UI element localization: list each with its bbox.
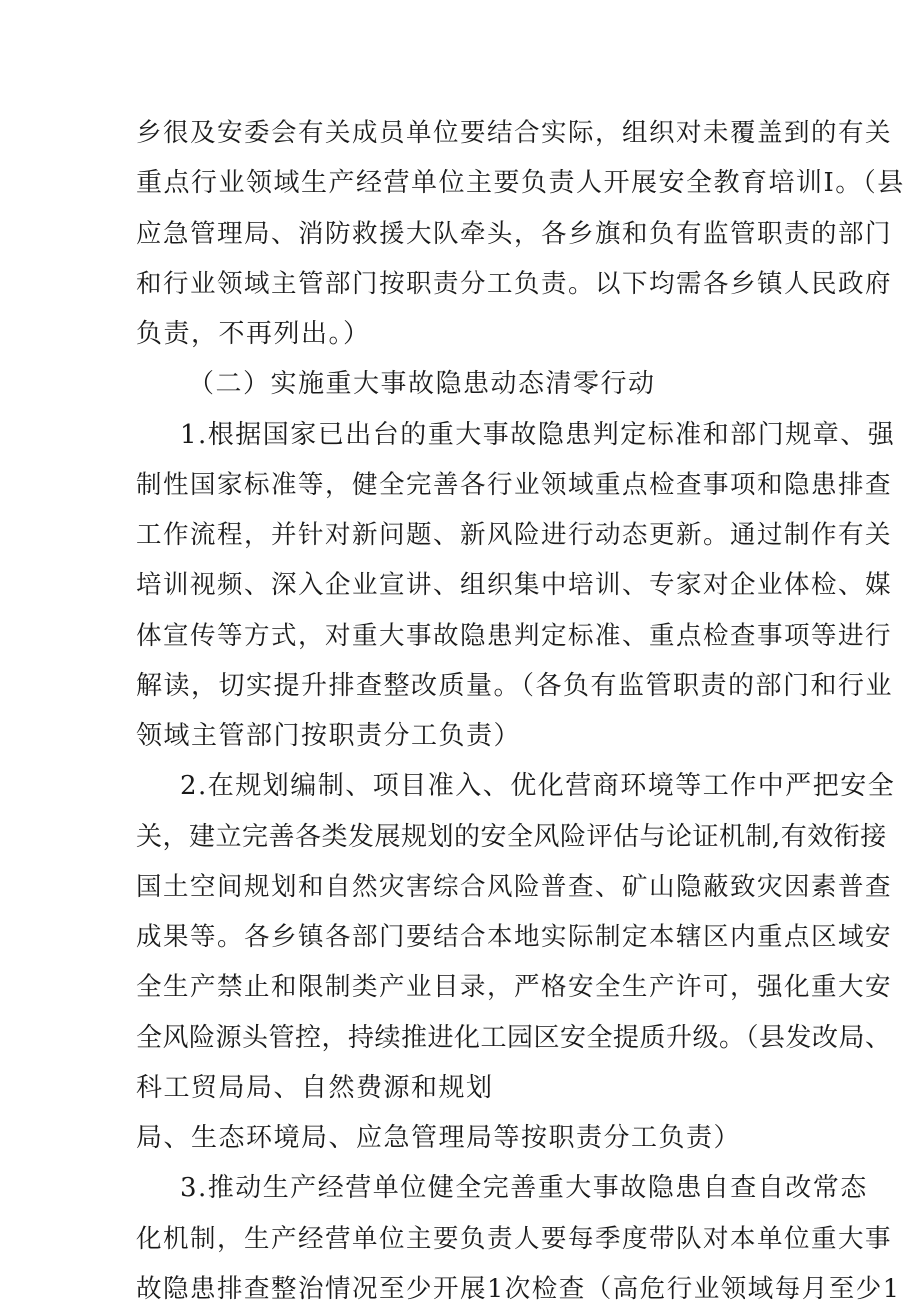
text-line: 故隐患排查整治情况至少开展1次检查（高危行业领域每月至少1: [136, 1274, 901, 1304]
text-line: 负责，不再列出。）: [136, 319, 371, 349]
text-line: 和行业领域主管部门按职责分工负责。以下均需各乡镇人民政府: [136, 269, 893, 299]
section-heading: （二）实施重大事故隐患动态清零行动: [188, 369, 656, 399]
text-line: 化机制，生产经营单位主要负责人要每季度带队对本单位重大事: [136, 1224, 893, 1254]
text-line: 成果等。各乡镇各部门要结合本地实际制定本辖区内重点区域安: [136, 922, 893, 952]
text-line: 制性国家标准等，健全完善各行业领域重点检查事项和隐患排查: [136, 470, 893, 500]
text-line: 乡很及安委会有关成员单位要结合实际，组织对未覆盖到的有关: [136, 118, 893, 148]
text-line: 体宣传等方式，对重大事故隐患判定标准、重点检查事项等进行: [136, 621, 893, 651]
text-line: 工作流程，并针对新问题、新风险进行动态更新。通过制作有关: [136, 520, 893, 550]
text-line: 国土空间规划和自然灾害综合风险普查、矿山隐蔽致灾因素普查: [136, 872, 893, 902]
text-line: 领域主管部门按职责分工负责）: [136, 721, 522, 751]
paragraph-2-start: 2.在规划编制、项目准入、优化营商环境等工作中严把安全: [180, 771, 896, 801]
text-line: 局、生态环境局、应急管理局等按职责分工负责）: [136, 1123, 742, 1153]
text-line: 应急管理局、消防救援大队牵头，各乡旗和负有监管职责的部门: [136, 219, 893, 249]
text-line: 全风险源头管控，持续推进化工园区安全提质升级。（县发改局、: [136, 1023, 892, 1053]
text-line: 科工贸局局、自然费源和规划: [136, 1073, 494, 1103]
text-line: 重点行业领域生产经营单位主要负责人开展安全教育培训I。（县: [136, 168, 905, 198]
text-line: 全生产禁止和限制类产业目录，严格安全生产许可，强化重大安: [136, 972, 893, 1002]
text-line: 培训视频、深入企业宣讲、组织集中培训、专家对企业体检、媒: [136, 570, 893, 600]
paragraph-3-start: 3.推动生产经营单位健全完善重大事故隐患自查自改常态: [180, 1173, 868, 1203]
text-line: 解读，切实提升排查整改质量。（各负有监管职责的部门和行业: [136, 671, 894, 701]
paragraph-1-start: 1.根据国家已出台的重大事故隐患判定标准和部门规章、强: [180, 420, 896, 450]
text-line: 关，建立完善各类发展规划的安全风险评估与论证机制,有效衔接: [136, 822, 887, 852]
